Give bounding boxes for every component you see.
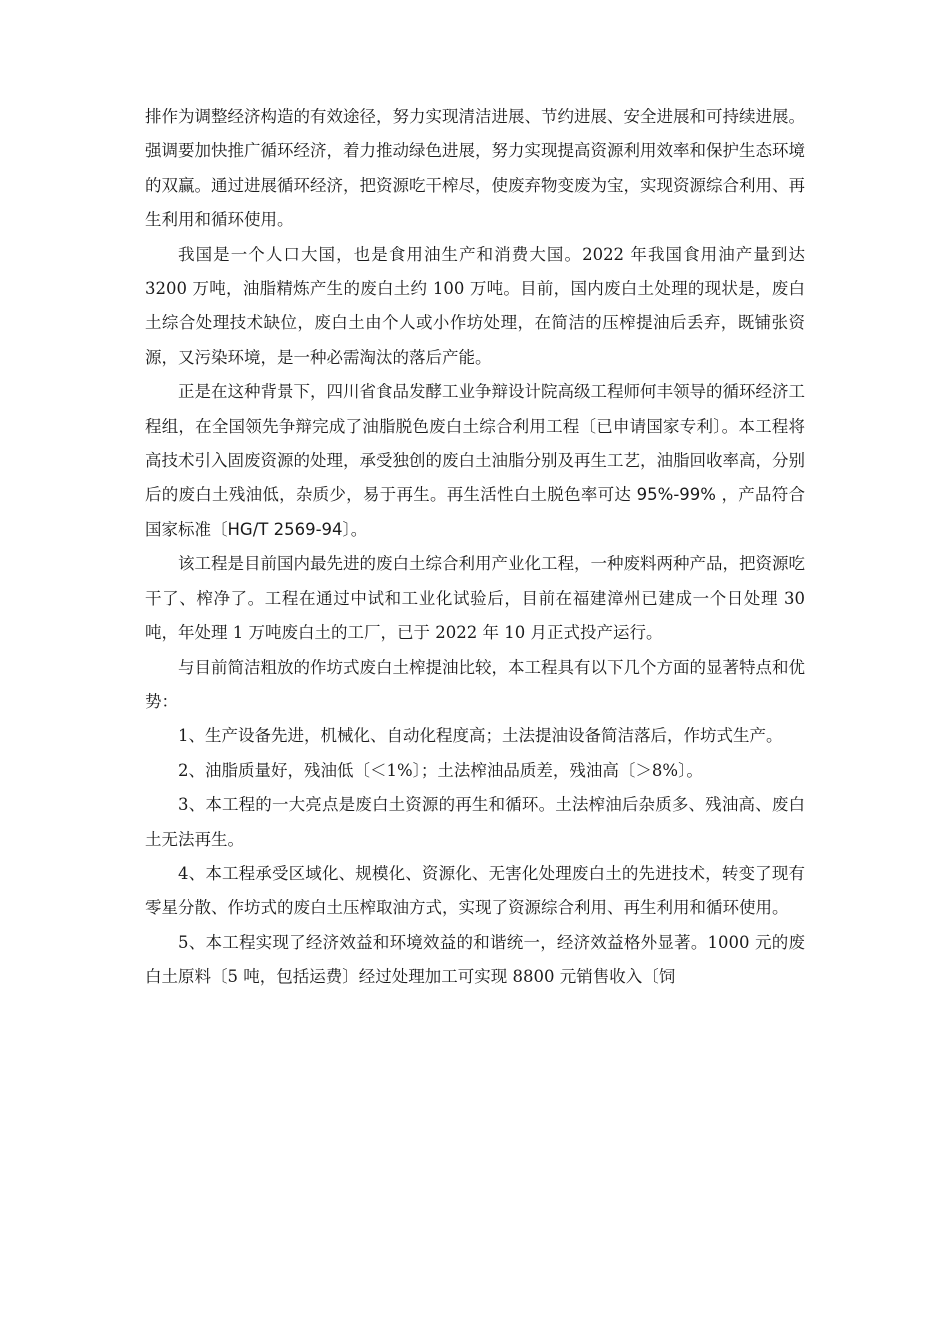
list-item: 2、油脂质量好，残油低〔＜1%〕；土法榨油品质差，残油高〔＞8%〕。 xyxy=(178,760,703,780)
paragraph-comparison-intro: 与目前简洁粗放的作坊式废白土榨提油比较，本工程具有以下几个方面的显著特点和优势： xyxy=(145,657,805,711)
paragraph-continuation: 排作为调整经济构造的有效途径，努力实现清洁进展、节约进展、安全进展和可持续进展。强调要加快推广循环经济，着力推动绿色进展，努力实现提高资源利用效率和保护生态环境的双赢。通过进展循环经济，把资源吃干榨尽，使废弃物变废为宝，实现资源综合利用、再生利用和循环使用。 xyxy=(145,107,805,230)
decolor-rate-value: 95%-99% ， xyxy=(631,485,739,505)
paragraph-project-background xyxy=(145,375,805,547)
paragraph-text-segment: 产品符合国家标准〔 xyxy=(145,485,806,539)
paragraph-text-segment: 〕。 xyxy=(342,519,368,539)
document-body xyxy=(145,100,805,995)
list-item: 3、本工程的一大亮点是废白土资源的再生和循环。土法榨油后杂质多、残油高、废白土无法再生。 xyxy=(145,795,805,849)
standard-code: HG/T 2569-94 xyxy=(227,519,343,539)
list-item: 1、生产设备先进，机械化、自动化程度高；土法提油设备简洁落后，作坊式生产。 xyxy=(178,726,783,746)
list-item: 4、本工程承受区域化、规模化、资源化、无害化处理废白土的先进技术，转变了现有零星分散、作坊式的废白土压榨取油方式，实现了资源综合利用、再生利用和循环使用。 xyxy=(145,863,805,918)
list-item: 5、本工程实现了经济效益和环境效益的和谐统一，经济效益格外显著。1000 元的废白土原料〔5 吨，包括运费〕经过处理加工可实现 8800 元销售收入〔饲 xyxy=(145,932,805,987)
paragraph-project-status: 该工程是目前国内最先进的废白土综合利用产业化工程，一种废料两种产品，把资源吃干了、榨净了。工程在通过中试和工业化试验后，目前在福建漳州已建成一个日处理 30 吨，年处理 1 万吨废白土的工厂，已于 2022 年 10 月正式投产运行。 xyxy=(145,554,805,643)
paragraph-population-context: 我国是一个人口大国，也是食用油生产和消费大国。2022 年我国食用油产量到达 3200 万吨，油脂精炼产生的废白土约 100 万吨。目前，国内废白土处理的现状是，废白土综合处理技术缺位，废白土由个人或小作坊处理，在简洁的压榨提油后丢弃，既铺张资源，又污染环境，是一种必需淘汰的落后产能。 xyxy=(145,244,805,367)
paragraph-text-segment: 正是在这种背景下，四川省食品发酵工业争辩设计院高级工程师何丰领导的循环经济工程组，在全国领先争辩完成了油脂脱色废白土综合利用工程〔已申请国家专利〕。本工程将高技术引入固废资源的处理，承受独创的废白土油脂分别及再生工艺，油脂回收率高，分别后的废白土残油低，杂质少，易于再生。再生活性白土脱色率可达 xyxy=(145,382,805,505)
